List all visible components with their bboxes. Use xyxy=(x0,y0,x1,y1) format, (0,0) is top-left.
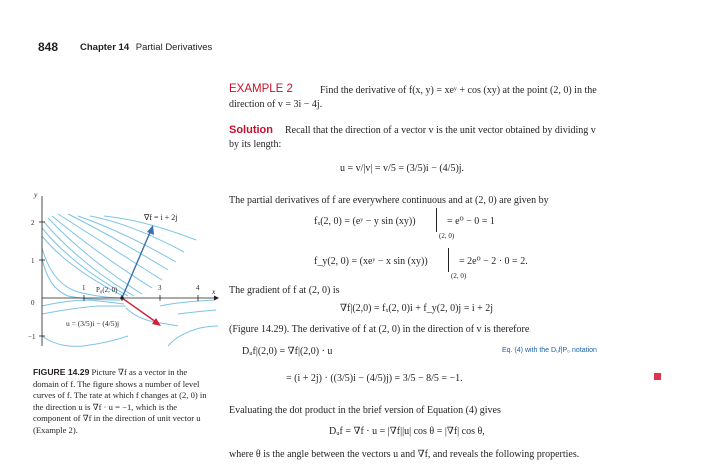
point-label: P₀(2, 0) xyxy=(96,286,118,294)
fy-eval-bar xyxy=(448,248,449,272)
u-arrow xyxy=(122,298,156,322)
level-curve xyxy=(168,326,218,346)
gradient-intro: The gradient of f at (2, 0) is xyxy=(229,285,340,296)
x-axis-arrowhead xyxy=(214,296,219,301)
level-curve xyxy=(42,300,124,306)
fx-equation-left: fₓ(2, 0) = (eʸ − y sin (xy)) xyxy=(314,216,416,227)
solution-label: Solution xyxy=(229,124,273,136)
side-note: Eq. (4) with the Dᵤf|P₀ notation xyxy=(502,347,597,354)
closing-text: where θ is the angle between the vectors u and ∇f, and reveals the following properties. xyxy=(229,449,580,460)
caption-label: FIGURE 14.29 xyxy=(33,367,90,377)
level-curve xyxy=(78,216,176,262)
level-curve xyxy=(42,306,126,314)
level-curve xyxy=(160,300,214,306)
example-text-line2: direction of v = 3i − 4j. xyxy=(229,99,323,110)
caption-text: Picture ∇f as a vector in the domain of f. The figure shows a number of level curves of f. The rate at which f changes at (2, 0) in the direction u is ∇f · u = −1, which is the component of ∇f in the direction of unit vector u (Example 2). xyxy=(33,367,207,435)
fy-eval-point: (2, 0) xyxy=(451,272,467,280)
chapter-label: Chapter 14 xyxy=(80,42,130,53)
duf-equation-line2: = (i + 2j) · ((3/5)i − (4/5)j) = 3/5 − 8/5 = −1. xyxy=(286,373,463,384)
figure-14-29 xyxy=(28,188,223,360)
fy-equation-left: f_y(2, 0) = (xeʸ − x sin (xy)) xyxy=(314,256,428,267)
figure-caption xyxy=(33,367,208,437)
end-of-example-marker xyxy=(654,373,661,380)
x-tick-label: 3 xyxy=(158,284,162,292)
y-tick-label: −1 xyxy=(28,333,36,341)
fx-equation-right: = e⁰ − 0 = 1 xyxy=(447,216,495,227)
y-tick-label: 1 xyxy=(31,257,35,265)
level-curve xyxy=(126,308,178,326)
point-p0 xyxy=(120,296,124,300)
chapter-title: Partial Derivatives xyxy=(135,42,213,53)
duf-equation-line1: Dᵤf|(2,0) = ∇f|(2,0) · u xyxy=(242,346,333,357)
example-text-line1: Find the derivative of f(x, y) = xeʸ + cos (xy) at the point (2, 0) in the xyxy=(320,85,597,96)
eval-intro: Evaluating the dot product in the brief version of Equation (4) gives xyxy=(229,405,501,416)
example-label: EXAMPLE 2 xyxy=(229,83,293,95)
brief-equation: Dᵤf = ∇f · u = |∇f||u| cos θ = |∇f| cos θ, xyxy=(329,426,485,437)
solution-text-line1: Recall that the direction of a vector v is the unit vector obtained by dividing v xyxy=(285,125,596,136)
gradient-label: ∇f = i + 2j xyxy=(144,213,178,222)
unit-vector-equation: u = v/|v| = v/5 = (3/5)i − (4/5)j. xyxy=(340,163,465,174)
derivative-intro: (Figure 14.29). The derivative of f at (2, 0) in the direction of v is therefore xyxy=(229,324,530,335)
y-tick-label: 2 xyxy=(31,219,35,227)
solution-text-line2: by its length: xyxy=(229,139,282,150)
gradient-arrow xyxy=(122,230,151,298)
gradient-equation: ∇f|(2,0) = fₓ(2, 0)i + f_y(2, 0)j = i + 2j xyxy=(340,303,494,314)
chapter-heading xyxy=(80,42,212,53)
fx-eval-bar xyxy=(436,208,437,232)
y-axis-label: y xyxy=(34,190,38,199)
x-tick-label: 1 xyxy=(82,284,86,292)
x-axis-label: x xyxy=(212,287,216,296)
level-curve xyxy=(42,336,128,346)
page-number: 848 xyxy=(38,40,59,54)
u-label: u = (3/5)i − (4/5)j xyxy=(66,319,120,328)
y-tick-label: 0 xyxy=(31,299,35,307)
level-curve xyxy=(178,310,216,314)
x-tick-label: 4 xyxy=(196,284,200,292)
fy-equation-right: = 2e⁰ − 2 · 0 = 2. xyxy=(459,256,528,267)
u-arrowhead xyxy=(152,318,161,326)
partials-intro: The partial derivatives of f are everywhere continuous and at (2, 0) are given by xyxy=(229,195,549,206)
fx-eval-point: (2, 0) xyxy=(439,232,455,240)
gradient-arrowhead xyxy=(147,225,154,235)
level-curve xyxy=(68,214,168,270)
